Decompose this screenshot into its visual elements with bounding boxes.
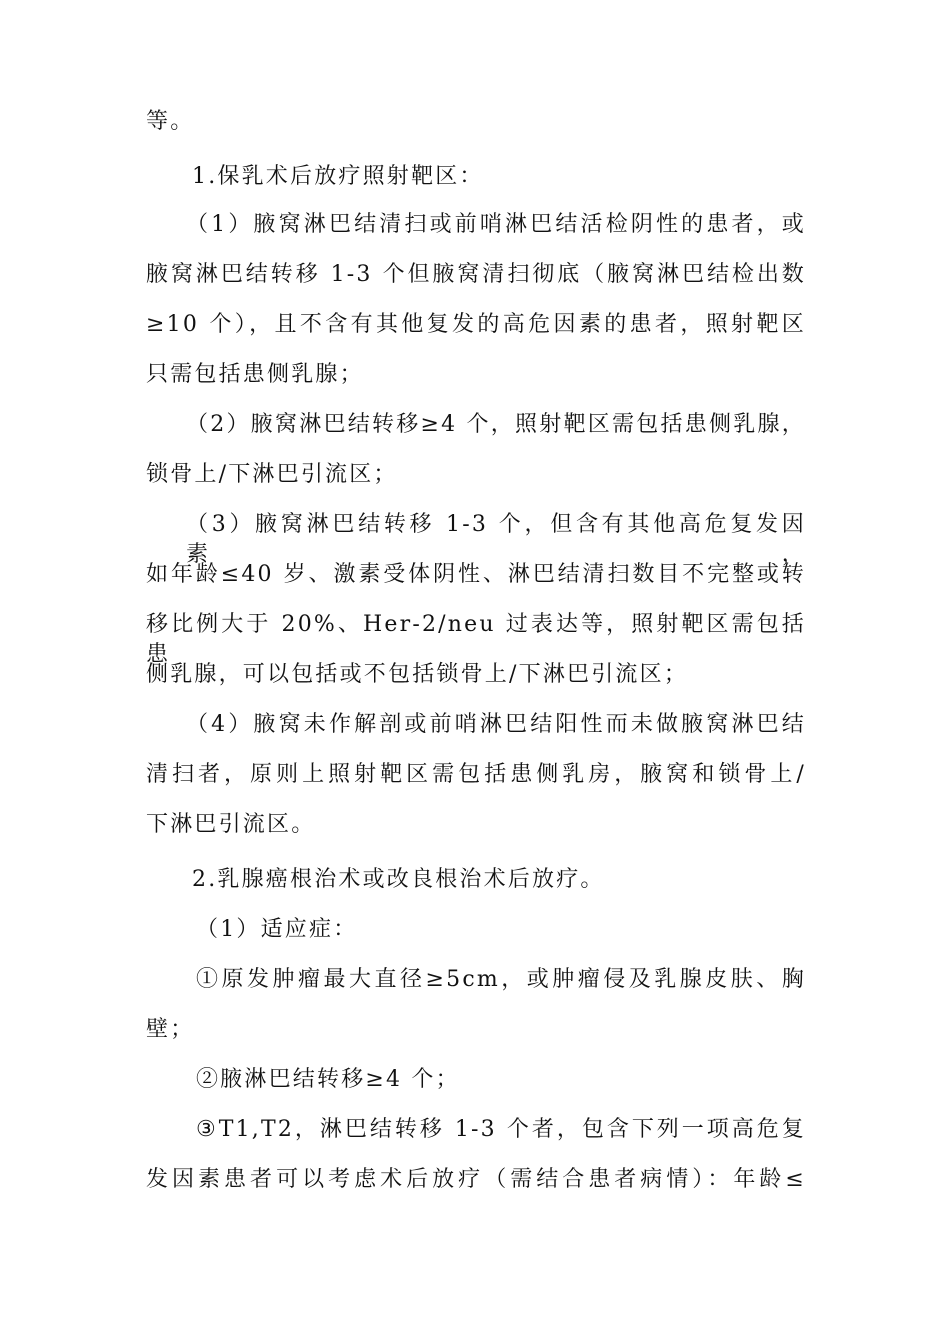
paragraph-line: 清扫者，原则上照射靶区需包括患侧乳房，腋窝和锁骨上/ [146,762,806,787]
paragraph-line: ②腋淋巴结转移≥4 个； [196,1067,460,1092]
paragraph-line: 腋窝淋巴结转移 1-3 个但腋窝清扫彻底（腋窝淋巴结检出数 [146,262,806,287]
paragraph-line: （4）腋窝未作解剖或前哨淋巴结阳性而未做腋窝淋巴结 [186,712,806,737]
paragraph-line: 等。 [146,109,195,134]
paragraph-line: （2）腋窝淋巴结转移≥4 个，照射靶区需包括患侧乳腺， [186,412,806,437]
section-heading: 1.保乳术后放疗照射靶区： [192,164,484,189]
paragraph-line: 侧乳腺，可以包括或不包括锁骨上/下淋巴引流区； [146,662,689,687]
paragraph-line: （3）腋窝淋巴结转移 1-3 个，但含有其他高危复发因素， [186,512,806,567]
paragraph-line: 锁骨上/下淋巴引流区； [146,462,398,487]
paragraph-line: ③T1,T2，淋巴结转移 1-3 个者，包含下列一项高危复 [196,1117,806,1142]
paragraph-line: 只需包括患侧乳腺； [146,362,364,387]
paragraph-line: 发因素患者可以考虑术后放疗（需结合患者病情）：年龄≤ [146,1167,806,1192]
paragraph-line: 如年龄≤40 岁、激素受体阴性、淋巴结清扫数目不完整或转 [146,562,806,587]
paragraph-line: 移比例大于 20%、Her-2/neu 过表达等，照射靶区需包括患 [146,612,806,667]
paragraph-line: 壁； [146,1017,195,1042]
subsection-heading: （1）适应症： [196,917,358,942]
section-heading: 2.乳腺癌根治术或改良根治术后放疗。 [192,867,605,892]
paragraph-line: ≥10 个），且不含有其他复发的高危因素的患者，照射靶区 [146,312,806,337]
paragraph-line: （1）腋窝淋巴结清扫或前哨淋巴结活检阴性的患者，或 [186,212,806,237]
paragraph-line: 下淋巴引流区。 [146,812,316,837]
paragraph-line: ①原发肿瘤最大直径≥5cm，或肿瘤侵及乳腺皮肤、胸 [196,967,806,992]
